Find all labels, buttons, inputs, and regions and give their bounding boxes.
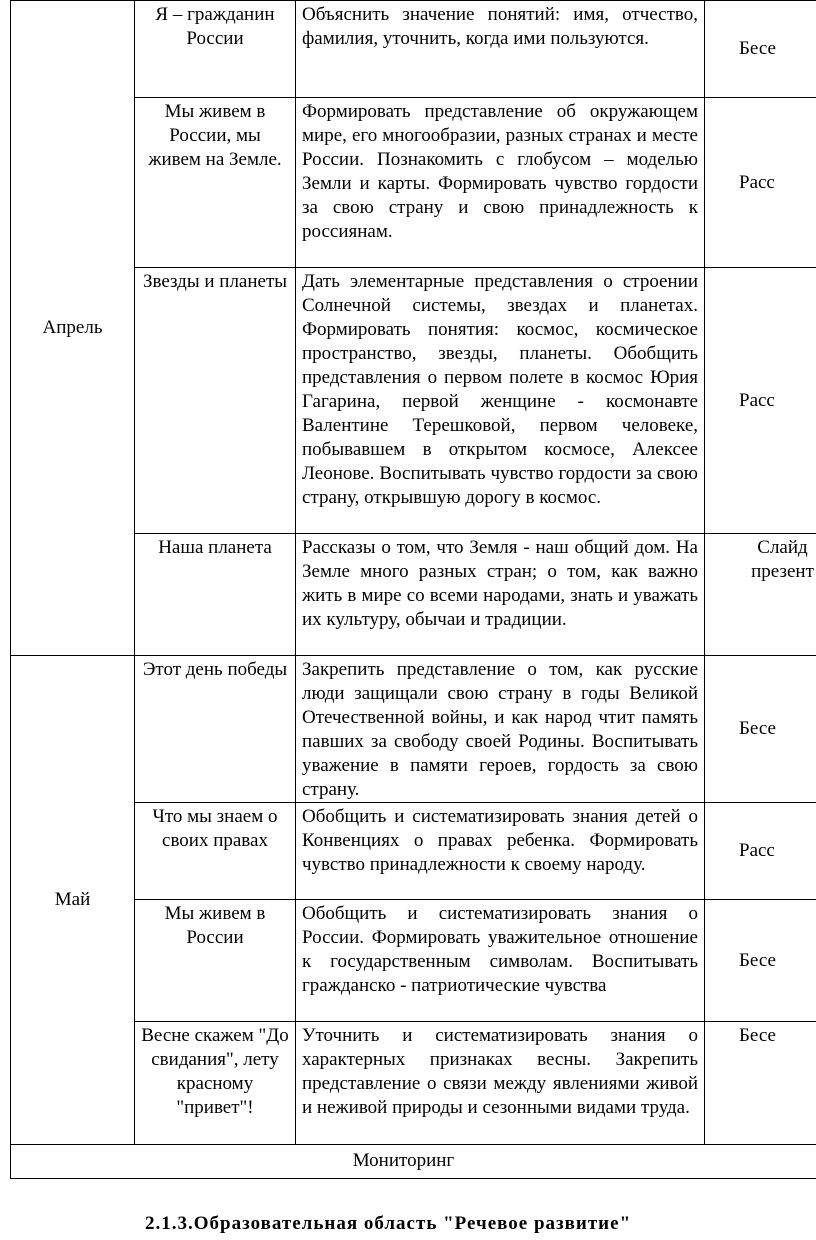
- form-cell: Расс: [705, 268, 816, 534]
- form-cell: Расс: [705, 803, 816, 900]
- description-cell: Объяснить значение понятий: имя, отчество, фамилия, уточнить, когда ими пользуются.: [296, 1, 705, 98]
- description-cell: Обобщить и систематизировать знания детей о Конвенциях о правах ребенка. Формировать чувство принадлежности к своему народу.: [296, 803, 705, 900]
- topic-cell: Этот день победы: [135, 656, 296, 803]
- topic-cell: Наша планета: [135, 534, 296, 656]
- description-cell: Формировать представление об окружающем мире, его многообразии, разных странах и месте России. Познакомить с глобусом – моделью Земли и карты. Формировать чувство гордости за свою страну и свою принадлежность к россиянам.: [296, 98, 705, 268]
- form-cell: Расс: [705, 98, 816, 268]
- plan-table: [10, 0, 816, 1179]
- form-cell: Бесе: [705, 900, 816, 1022]
- description-cell: Обобщить и систематизировать знания о России. Формировать уважительное отношение к государственным символам. Воспитывать гражданско - патриотические чувства: [296, 900, 705, 1022]
- form-line: презент: [751, 561, 814, 582]
- monitoring-label: Мониторинг: [352, 1150, 455, 1171]
- form-cell: Бесе: [705, 1, 816, 98]
- topic-cell: Что мы знаем о своих правах: [135, 803, 296, 900]
- table-row: [11, 1145, 816, 1179]
- table-row: [11, 656, 816, 803]
- topic-cell: Мы живем в России, мы живем на Земле.: [135, 98, 296, 268]
- topic-cell: Звезды и планеты: [135, 268, 296, 534]
- topic-cell: Я – гражданин России: [135, 1, 296, 98]
- topic-cell: Весне скажем "До свидания", лету красному "привет"!: [135, 1022, 296, 1145]
- form-cell: [705, 534, 816, 656]
- description-cell: Рассказы о том, что Земля - наш общий дом. На Земле много разных стран; о том, как важно жить в мире со всеми народами, знать и уважать их культуру, обычаи и традиции.: [296, 534, 705, 656]
- month-cell-april: Апрель: [11, 1, 135, 656]
- month-cell-may: Май: [11, 656, 135, 1145]
- form-line: Слайд: [757, 537, 808, 558]
- section-heading: 2.1.3.Образовательная область "Речевое развитие": [145, 1213, 632, 1234]
- topic-cell: Мы живем в России: [135, 900, 296, 1022]
- monitoring-cell: [11, 1145, 816, 1179]
- table-row: [11, 1, 816, 98]
- description-cell: Уточнить и систематизировать знания о характерных признаках весны. Закрепить представление о связи между явлениями живой и неживой природы и сезонными видами труда.: [296, 1022, 705, 1145]
- form-cell: Бесе: [705, 656, 816, 803]
- description-cell: Закрепить представление о том, как русские люди защищали свою страну в годы Великой Отечественной войны, и как народ чтит память павших за свободу своей Родины. Воспитывать уважение в памяти героев, гордость за свою страну.: [296, 656, 705, 803]
- description-cell: Дать элементарные представления о строении Солнечной системы, звездах и планетах. Формировать понятия: космос, космическое пространство, звезды, планеты. Обобщить представления о первом полете в космос Юрия Гагарина, первой женщине - космонавте Валентине Терешковой, первом человеке, побывавшем в открытом космосе, Алексее Леонове. Воспитывать чувство гордости за свою страну, открывшую дорогу в космос.: [296, 268, 705, 534]
- form-cell: Бесе: [705, 1022, 816, 1145]
